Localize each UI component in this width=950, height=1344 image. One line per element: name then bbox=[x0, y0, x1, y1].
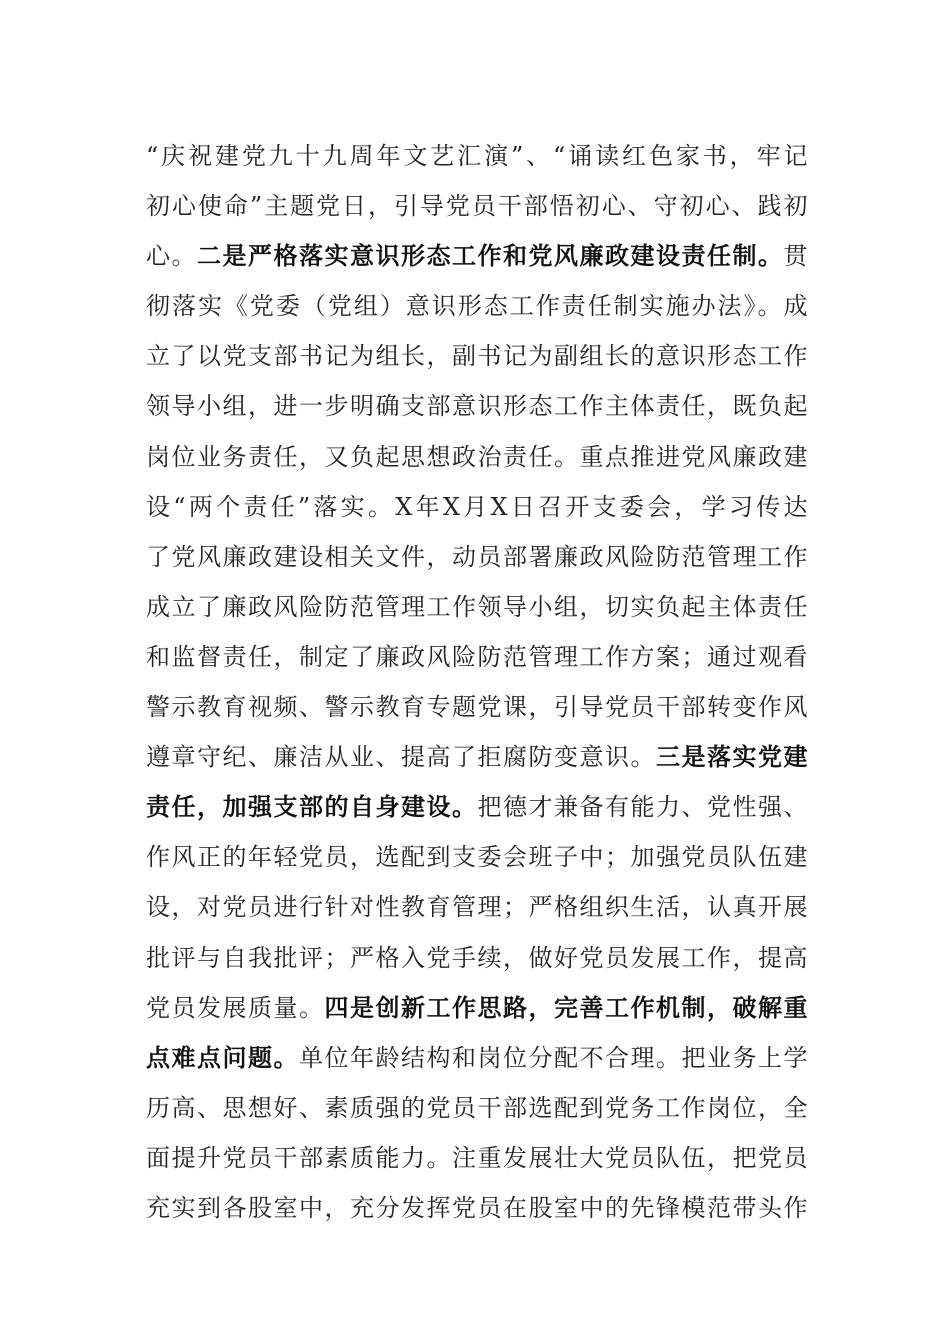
text-line bbox=[146, 181, 808, 231]
text-line bbox=[146, 632, 808, 682]
text-line bbox=[146, 131, 808, 181]
text-line bbox=[146, 381, 808, 431]
text-line bbox=[146, 1133, 808, 1183]
text-segment: 初心使命”主题党日，引导党员干部悟初心、守初心、践初 bbox=[146, 192, 808, 221]
text-segment: 历高、思想好、素质强的党员干部选配到党务工作岗位，全 bbox=[146, 1093, 808, 1122]
text-segment: “庆祝建党九十九周年文艺汇演”、“诵读红色家书，牢记 bbox=[146, 142, 808, 170]
text-line bbox=[146, 682, 808, 732]
text-line bbox=[146, 882, 808, 932]
text-line bbox=[146, 832, 808, 882]
bold-heading-segment: 责任，加强支部的自身建设。 bbox=[146, 792, 478, 822]
bold-heading-segment: 点难点问题。 bbox=[146, 1042, 299, 1072]
bold-heading-segment: 三是落实党建 bbox=[656, 742, 808, 772]
text-segment: 单位年龄结构和岗位分配不合理。把业务上学 bbox=[299, 1043, 808, 1072]
text-segment: 彻落实《党委（党组）意识形态工作责任制实施办法》。成 bbox=[146, 292, 808, 321]
text-line bbox=[146, 933, 808, 983]
text-line bbox=[146, 732, 808, 782]
text-line bbox=[146, 482, 808, 532]
text-line bbox=[146, 231, 808, 281]
bold-heading-segment: 四是创新工作思路，完善工作机制，破解重 bbox=[324, 992, 808, 1022]
text-line bbox=[146, 1183, 808, 1233]
text-segment: 遵章守纪、廉洁从业、提高了拒腐防变意识。 bbox=[146, 743, 656, 772]
text-segment: 批评与自我批评；严格入党手续，做好党员发展工作，提高 bbox=[146, 943, 808, 972]
text-line bbox=[146, 281, 808, 331]
bold-heading-segment: 二是严格落实意识形态工作和党风廉政建设责任制。 bbox=[197, 241, 784, 271]
text-segment: 警示教育视频、警示教育专题党课，引导党员干部转变作风 bbox=[146, 693, 808, 722]
text-segment: 岗位业务责任，又负起思想政治责任。重点推进党风廉政建 bbox=[146, 442, 808, 471]
text-line bbox=[146, 532, 808, 582]
text-segment: 了党风廉政建设相关文件，动员部署廉政风险防范管理工作 bbox=[146, 542, 808, 571]
text-line bbox=[146, 782, 808, 832]
text-line bbox=[146, 1033, 808, 1083]
text-segment: 立了以党支部书记为组长，副书记为副组长的意识形态工作 bbox=[146, 342, 808, 371]
text-segment: 把德才兼备有能力、党性强、 bbox=[477, 793, 808, 822]
text-line bbox=[146, 582, 808, 632]
text-segment: 心。 bbox=[146, 242, 197, 271]
text-segment: 领导小组，进一步明确支部意识形态工作主体责任，既负起 bbox=[146, 392, 808, 421]
text-segment: 和监督责任，制定了廉政风险防范管理工作方案；通过观看 bbox=[146, 642, 808, 671]
text-segment: 充实到各股室中，充分发挥党员在股室中的先锋模范带头作 bbox=[146, 1193, 808, 1222]
text-line bbox=[146, 983, 808, 1033]
text-segment: 设，对党员进行针对性教育管理；严格组织生活，认真开展 bbox=[146, 893, 808, 922]
text-line bbox=[146, 331, 808, 381]
text-segment: 设“两个责任”落实。X年X月X日召开支委会，学习传达 bbox=[146, 492, 808, 521]
text-segment: 成立了廉政风险防范管理工作领导小组，切实负起主体责任 bbox=[146, 592, 808, 621]
text-segment: 贯 bbox=[783, 242, 808, 271]
text-line bbox=[146, 432, 808, 482]
text-line bbox=[146, 1083, 808, 1133]
text-segment: 作风正的年轻党员，选配到支委会班子中；加强党员队伍建 bbox=[146, 843, 808, 872]
text-segment: 党员发展质量。 bbox=[146, 993, 325, 1022]
body-text bbox=[146, 131, 808, 1233]
text-segment: 面提升党员干部素质能力。注重发展壮大党员队伍，把党员 bbox=[146, 1143, 808, 1172]
